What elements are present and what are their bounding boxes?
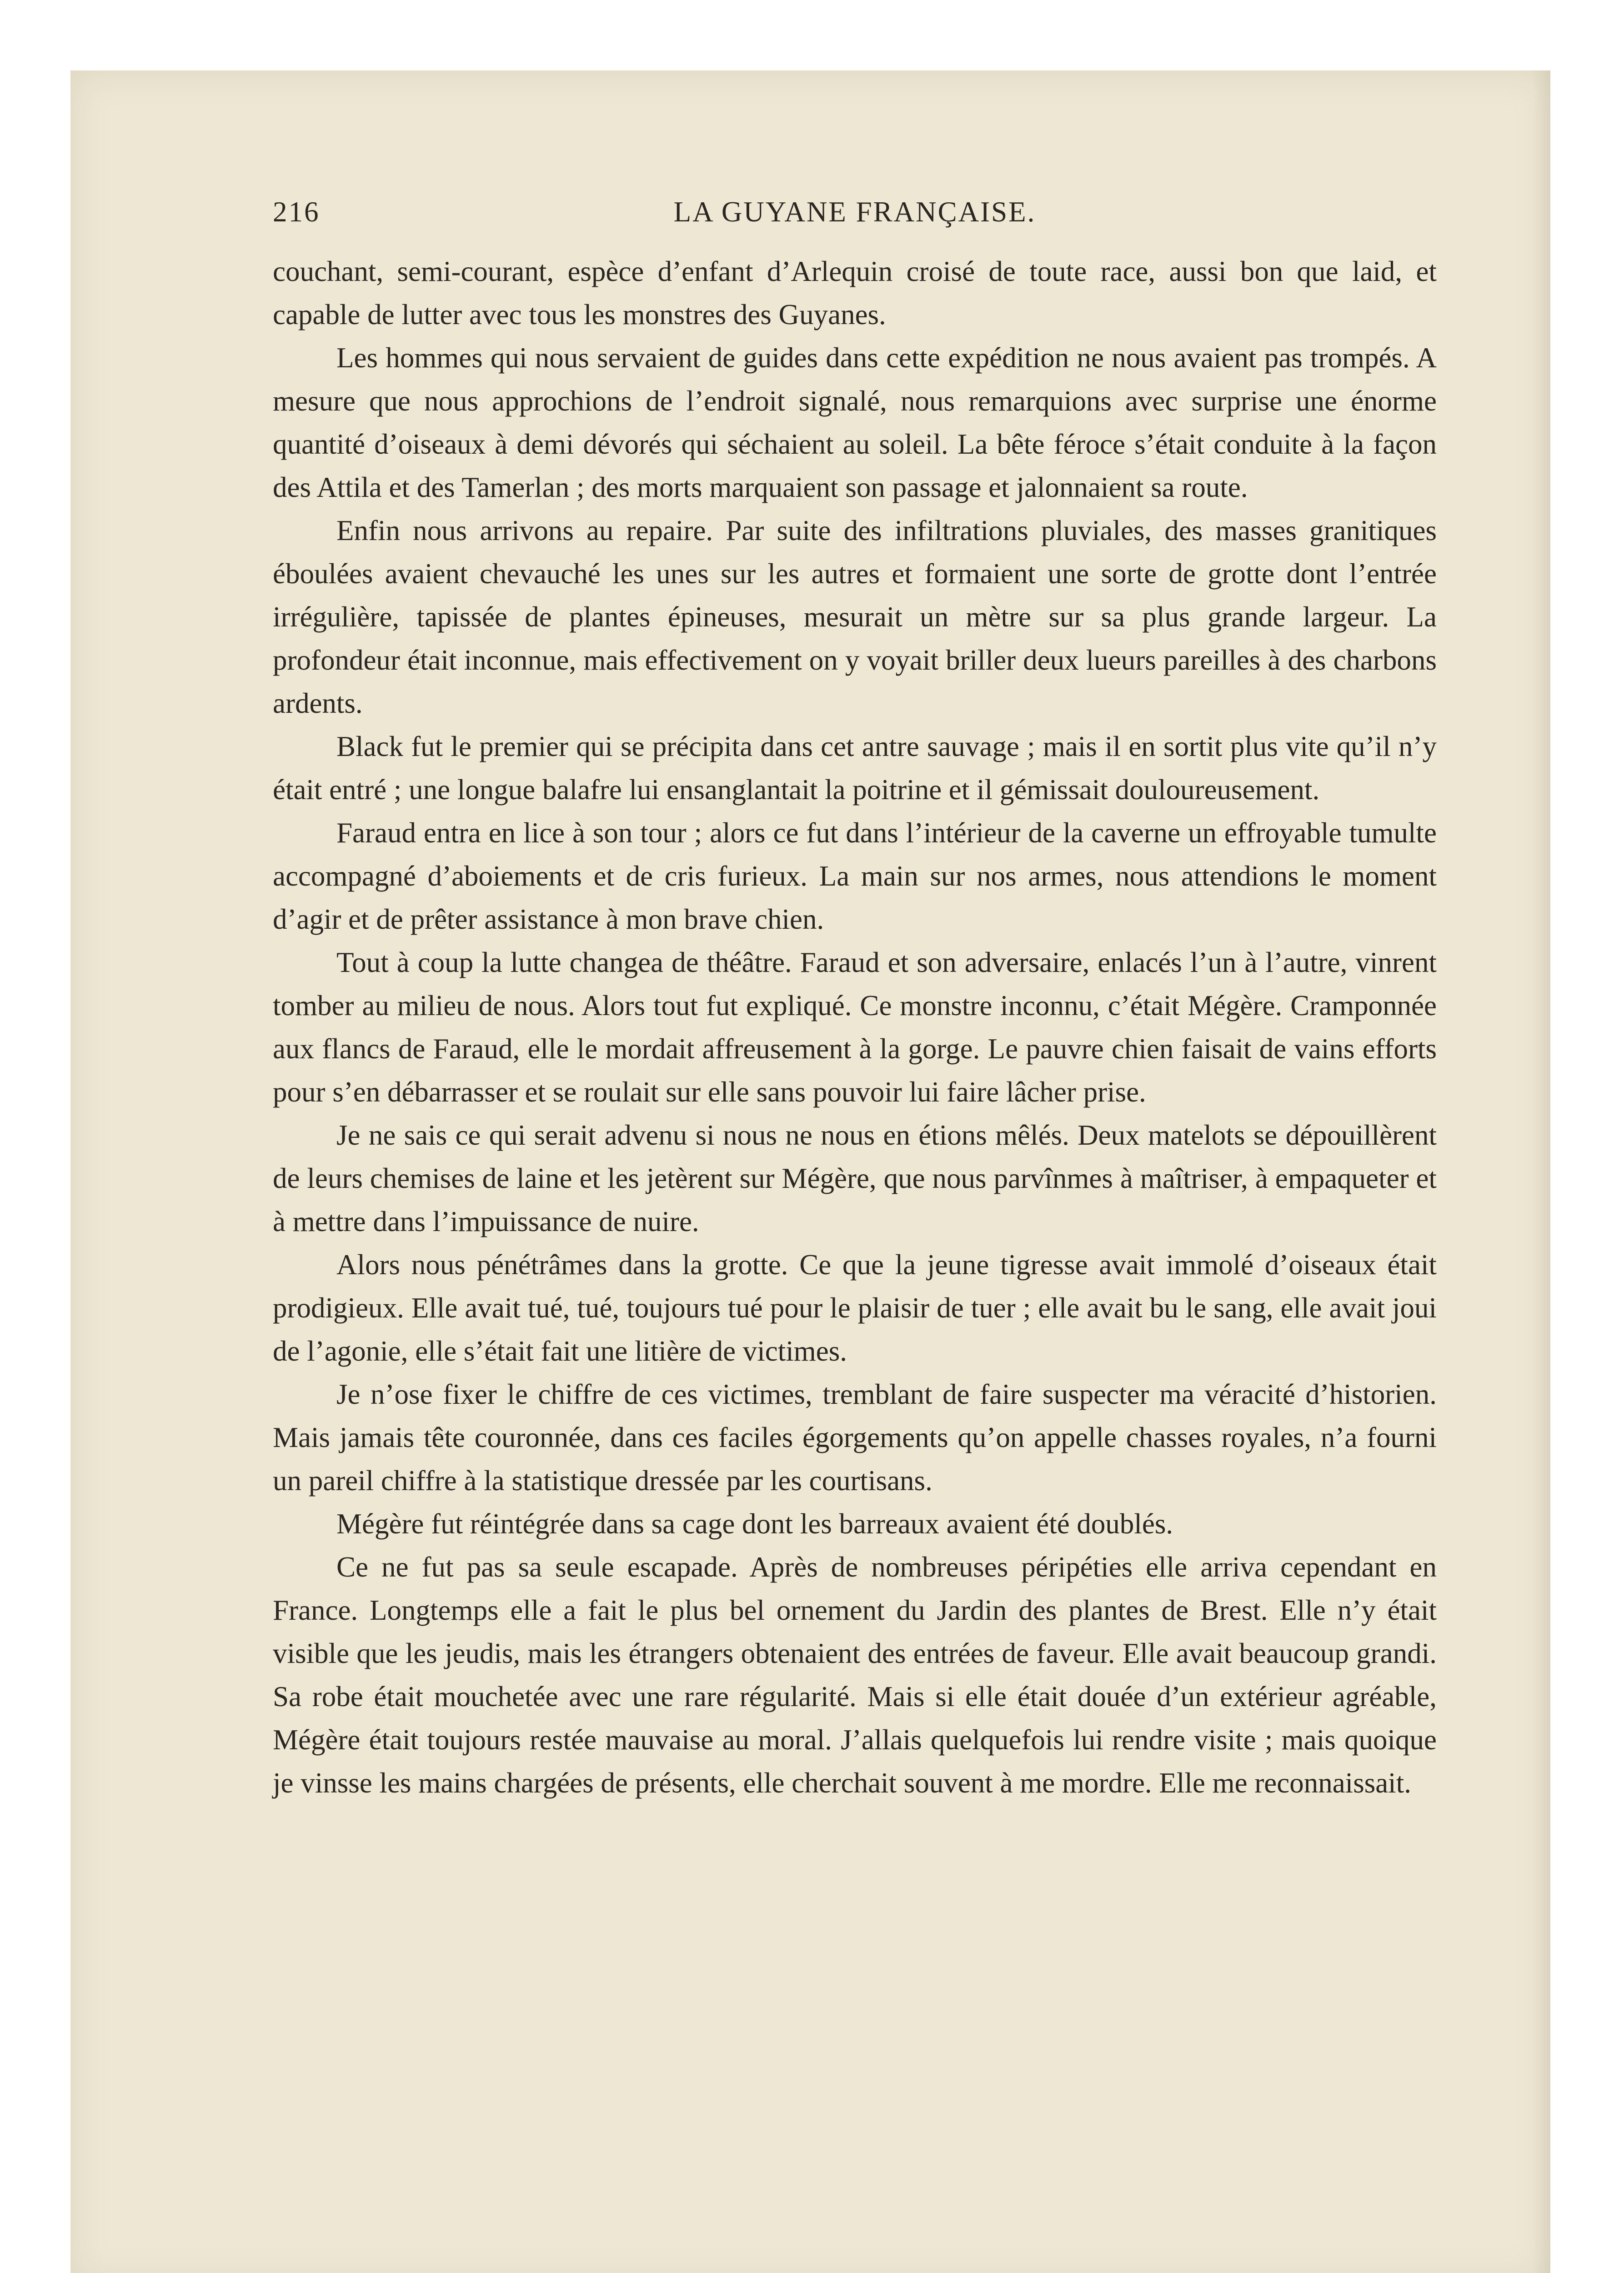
paragraph: Ce ne fut pas sa seule escapade. Après de nombreuses péripéties elle arriva cependant en France. Longtemps elle a fait le plus bel ornement du Jardin des plantes de Brest. Elle n’y était visible que les jeudis, mais les étrangers obtenaient des entrées de faveur. Elle avait beaucoup grandi. Sa robe était mouchetée avec une rare régularité. Mais si elle était douée d’un extérieur agréable, Mégère était toujours restée mauvaise au moral. J’allais quelquefois lui rendre visite ; mais quoique je vinsse les mains chargées de présents, elle cherchait souvent à me mordre. Elle me reconnaissait.: [273, 1551, 1437, 1799]
running-title: LA GUYANE FRANÇAISE.: [673, 196, 1036, 228]
paragraph: Je ne sais ce qui serait advenu si nous ne nous en étions mêlés. Deux matelots se dépouillèrent de leurs chemises de laine et les jetèrent sur Mégère, que nous parvînmes à maîtriser, à empaqueter et à mettre dans l’impuissance de nuire.: [273, 1119, 1437, 1237]
paragraph: Enfin nous arrivons au repaire. Par suite des infiltrations pluviales, des masses granitiques éboulées avaient chevauché les unes sur les autres et formaient une sorte de grotte dont l’entrée irrégulière, tapissée de plantes épineuses, mesurait un mètre sur sa plus grande largeur. La profondeur était inconnue, mais effectivement on y voyait briller deux lueurs pareilles à des charbons ardents.: [273, 515, 1437, 719]
page-text-block: [273, 195, 1437, 1805]
paragraph: couchant, semi-courant, espèce d’enfant d’Arlequin croisé de toute race, aussi bon que laid, et capable de lutter avec tous les monstres des Guyanes.: [273, 255, 1437, 330]
paragraph: Faraud entra en lice à son tour ; alors ce fut dans l’intérieur de la caverne un effroyable tumulte accompagné d’aboiements et de cris furieux. La main sur nos armes, nous attendions le moment d’agir et de prêter assistance à mon brave chien.: [273, 817, 1437, 935]
paragraph: Black fut le premier qui se précipita dans cet antre sauvage ; mais il en sortit plus vite qu’il n’y était entré ; une longue balafre lui ensanglantait la poitrine et il gémissait douloureusement.: [273, 731, 1437, 806]
paragraph: Tout à coup la lutte changea de théâtre. Faraud et son adversaire, enlacés l’un à l’autre, vinrent tomber au milieu de nous. Alors tout fut expliqué. Ce monstre inconnu, c’était Mégère. Cramponnée aux flancs de Faraud, elle le mordait affreusement à la gorge. Le pauvre chien faisait de vains efforts pour s’en débarrasser et se roulait sur elle sans pouvoir lui faire lâcher prise.: [273, 946, 1437, 1108]
paragraph: Alors nous pénétrâmes dans la grotte. Ce que la jeune tigresse avait immolé d’oiseaux était prodigieux. Elle avait tué, tué, toujours tué pour le plaisir de tuer ; elle avait bu le sang, elle avait joui de l’agonie, elle s’était fait une litière de victimes.: [273, 1249, 1437, 1367]
paragraph: Je n’ose fixer le chiffre de ces victimes, tremblant de faire suspecter ma véracité d’historien. Mais jamais tête couronnée, dans ces faciles égorgements qu’on appelle chasses royales, n’a fourni un pareil chiffre à la statistique dressée par les courtisans.: [273, 1378, 1437, 1497]
paragraph: Mégère fut réintégrée dans sa cage dont les barreaux avaient été doublés.: [336, 1508, 1173, 1540]
body-text: [273, 250, 1437, 1805]
page-number: 216: [273, 196, 320, 228]
paragraph: Les hommes qui nous servaient de guides dans cette expédition ne nous avaient pas trompés. A mesure que nous approchions de l’endroit signalé, nous remarquions avec surprise une énorme quantité d’oiseaux à demi dévorés qui séchaient au soleil. La bête féroce s’était conduite à la façon des Attila et des Tamerlan ; des morts marquaient son passage et jalonnaient sa route.: [273, 342, 1437, 503]
running-head: [273, 195, 1437, 250]
page-edge-shadow: [1532, 70, 1550, 2273]
